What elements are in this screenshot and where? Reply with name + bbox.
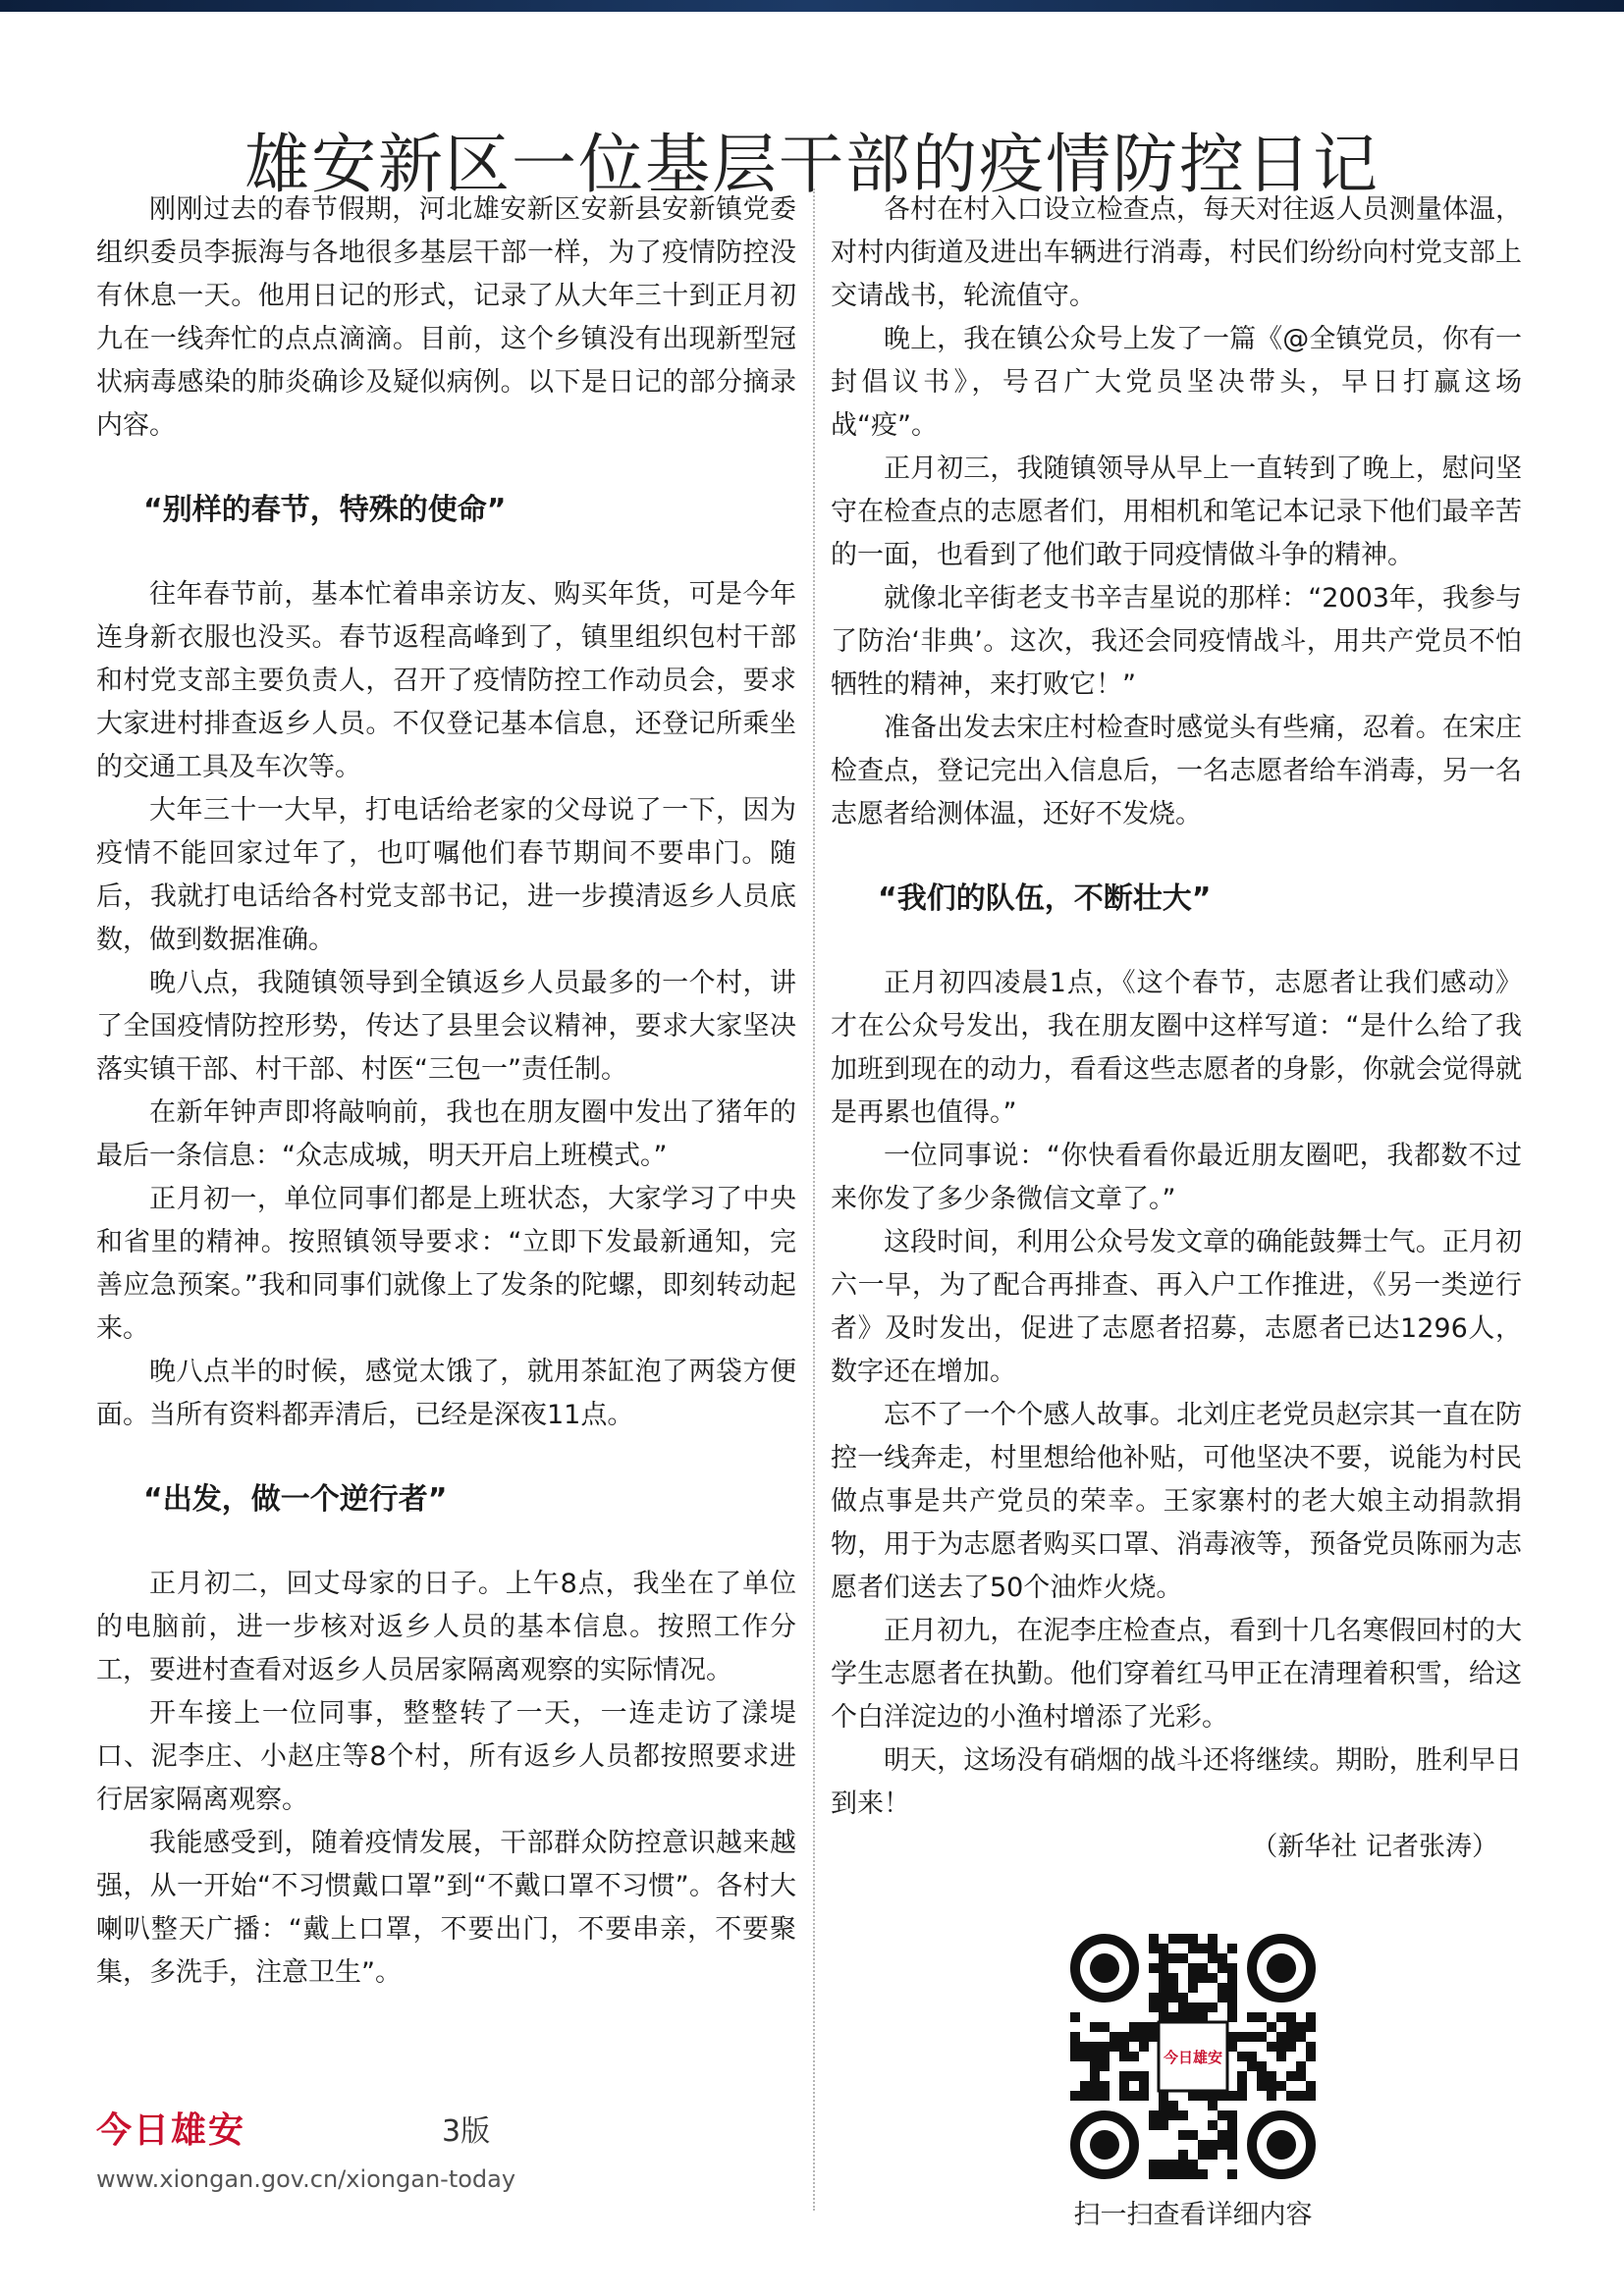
qr-module [1306,2081,1316,2091]
qr-module [1070,2052,1080,2061]
qr-module [1286,2042,1296,2052]
qr-caption: 扫一扫查看详细内容 [1073,2200,1313,2230]
qr-module [1198,2169,1208,2179]
qr-module [1119,2081,1129,2091]
qr-module [1149,2110,1159,2120]
qr-module [1208,1973,1218,1983]
qr-module [1070,2012,1080,2022]
qr-module [1139,2091,1149,2101]
qr-module [1257,2071,1267,2081]
qr-module [1188,2160,1198,2169]
qr-module [1227,1993,1237,2002]
paragraph: 准备出发去宋庄村检查时感觉头有些痛，忍着。在宋庄检查点，登记完出入信息后，一名志愿者给车消毒，另一名志愿者给测体温，还好不发烧。 [831,713,1522,829]
qr-module [1149,2120,1159,2130]
qr-module [1110,2042,1119,2052]
qr-module [1286,2022,1296,2032]
qr-module [1159,1963,1168,1973]
qr-module [1198,2140,1208,2150]
paragraph: 晚八点半的时候，感觉太饿了，就用茶缸泡了两袋方便面。当所有资料都弄清后，已经是深夜11点。 [96,1357,796,1430]
qr-module [1208,2140,1218,2150]
qr-module [1257,2032,1267,2042]
qr-module [1159,1944,1168,1953]
qr-module [1227,2150,1237,2160]
qr-module [1080,2081,1090,2091]
article-title: 雄安新区一位基层干部的疫情防控日记 [244,127,1380,203]
qr-module [1267,2081,1276,2091]
paragraph: 明天，这场没有硝烟的战斗还将继续。期盼，胜利早日到来！ [831,1745,1522,1819]
qr-module [1208,1934,1218,1944]
qr-module [1080,2091,1090,2101]
qr-module [1100,2091,1110,2101]
paragraph: 正月初九，在泥李庄检查点，看到十几名寒假回村的大学生志愿者在执勤。他们穿着红马甲正在清理着积雪，给这个白洋淀边的小渔村增添了光彩。 [831,1616,1522,1733]
qr-module [1286,2071,1296,2081]
qr-module [1168,2160,1178,2169]
qr-module [1247,2012,1257,2022]
qr-module [1208,2120,1218,2130]
paragraph: 一位同事说：“你快看看你最近朋友圈吧，我都数不过来你发了多少条微信文章了。” [831,1141,1522,1214]
qr-code[interactable] [1070,1934,1316,2179]
qr-module [1178,1953,1188,1963]
qr-module [1178,2110,1188,2120]
qr-module [1149,2002,1159,2012]
qr-module [1218,2140,1227,2150]
qr-module [1178,2169,1188,2179]
qr-module [1306,2022,1316,2032]
qr-module [1296,2022,1306,2032]
qr-module [1139,2071,1149,2081]
qr-module [1247,2061,1257,2071]
qr-module [1276,2032,1286,2042]
qr-module [1267,2042,1276,2052]
qr-module [1149,1934,1159,1944]
qr-module [1100,2022,1110,2032]
qr-module [1080,2052,1090,2061]
qr-module [1296,2071,1306,2081]
qr-module [1227,2140,1237,2150]
qr-module [1149,1944,1159,1953]
section-heading: “别样的春节，特殊的使命” [143,493,507,527]
qr-module [1178,1993,1188,2002]
paragraph: 这段时间，利用公众号发文章的确能鼓舞士气。正月初六一早，为了配合再排查、再入户工作推进，《另一类逆行者》及时发出，促进了志愿者招募，志愿者已达1296人，数字还在增加。 [831,1227,1522,1387]
qr-module [1276,2042,1286,2052]
qr-module [1129,2032,1139,2042]
paragraph: 大年三十一大早，打电话给老家的父母说了一下，因为疫情不能回家过年了，也叮嘱他们春节期间不要串门。随后，我就打电话给各村党支部书记，进一步摸清返乡人员底数，做到数据准确。 [96,795,796,955]
paragraph: 晚八点，我随镇领导到全镇返乡人员最多的一个村，讲了全国疫情防控形势，传达了县里会议精神，要求大家坚决落实镇干部、村干部、村医“三包一”责任制。 [96,968,796,1085]
qr-module [1110,2032,1119,2042]
qr-module [1218,2110,1227,2120]
qr-module [1149,2160,1159,2169]
qr-module [1198,1963,1208,1973]
top-banner-bar [0,0,1624,12]
qr-module [1237,2091,1247,2101]
qr-module [1178,2150,1188,2160]
qr-module [1276,2081,1286,2091]
qr-module [1090,2081,1100,2091]
qr-module [1286,2032,1296,2042]
qr-module [1306,2091,1316,2101]
qr-module [1139,2032,1149,2042]
qr-module [1139,2042,1149,2052]
qr-module [1188,1934,1198,1944]
qr-module [1159,1953,1168,1963]
qr-module [1227,2130,1237,2140]
qr-code-graphic [1070,1934,1316,2179]
qr-module [1276,2052,1286,2061]
footer-url[interactable]: www.xiongan.gov.cn/xiongan-today [96,2165,516,2193]
qr-center-logo: 今日雄安 [1163,2049,1223,2066]
qr-module [1188,2169,1198,2179]
qr-module [1100,2081,1110,2091]
paragraph: 正月初二，回丈母家的日子。上午8点，我坐在了单位的电脑前，进一步核对返乡人员的基本信息。按照工作分工，要进村查看对返乡人员居家隔离观察的实际情况。 [96,1569,796,1685]
column-divider [813,188,815,2211]
qr-module [1227,2002,1237,2012]
qr-module [1090,2052,1100,2061]
qr-module [1129,2052,1139,2061]
qr-module [1090,2091,1100,2101]
qr-module [1218,1963,1227,1973]
qr-module [1168,1953,1178,1963]
qr-module [1286,2091,1296,2101]
qr-module [1227,2169,1237,2179]
qr-module [1257,2081,1267,2091]
qr-module [1296,2061,1306,2071]
publication-logo: 今日雄安 [96,2109,246,2151]
qr-module [1188,1944,1198,1953]
qr-module [1119,2091,1129,2101]
qr-module [1237,2052,1247,2061]
qr-module [1306,2042,1316,2052]
qr-module [1119,2071,1129,2081]
qr-module [1208,2002,1218,2012]
qr-module [1159,1973,1168,1983]
qr-module [1139,2022,1149,2032]
qr-module [1100,2042,1110,2052]
qr-module [1227,1944,1237,1953]
qr-module [1257,2012,1267,2022]
qr-module [1119,2042,1129,2052]
qr-module [1296,2091,1306,2101]
qr-module [1159,1983,1168,1993]
qr-module [1129,2071,1139,2081]
paragraph: 往年春节前，基本忙着串亲访友、购买年货，可是今年连身新衣服也没买。春节返程高峰到了，镇里组织包村干部和村党支部主要负责人，召开了疫情防控工作动员会，要求大家进村排查返乡人员。不仅登记基本信息，还登记所乘坐的交通工具及车次等。 [96,579,796,782]
qr-module [1286,2012,1296,2022]
qr-module [1198,2002,1208,2012]
paragraph: 晚上，我在镇公众号上发了一篇《@全镇党员，你有一封倡议书》，号召广大党员坚决带头，早日打赢这场战“疫”。 [831,324,1522,441]
qr-module [1070,2042,1080,2052]
qr-module [1090,2071,1100,2081]
qr-module [1237,2032,1247,2042]
byline-credit: （新华社 记者张涛） [1251,1832,1498,1862]
paragraph: 正月初四凌晨1点，《这个春节，志愿者让我们感动》才在公众号发出，我在朋友圈中这样写道：“是什么给了我加班到现在的动力，看看这些志愿者的身影，你就会觉得就是再累也值得。” [831,968,1522,1128]
qr-module [1227,2120,1237,2130]
qr-module [1267,2071,1276,2081]
qr-module [1168,2101,1178,2110]
qr-module [1188,1973,1198,1983]
qr-module [1178,2002,1188,2012]
qr-module [1178,1934,1188,1944]
qr-module [1267,2091,1276,2101]
qr-module [1070,2032,1080,2042]
qr-module [1198,1944,1208,1953]
qr-module [1208,2101,1218,2110]
qr-module [1090,2022,1100,2032]
qr-module [1139,2081,1149,2091]
qr-module [1208,1944,1218,1953]
qr-module [1188,1963,1198,1973]
qr-module [1159,2120,1168,2130]
qr-module [1198,2150,1208,2160]
qr-module [1159,2160,1168,2169]
qr-module [1237,2081,1247,2091]
qr-module [1267,2022,1276,2032]
qr-module [1129,2022,1139,2032]
paragraph: 就像北辛街老支书辛吉星说的那样：“2003年，我参与了防治‘非典’。这次，我还会同疫情战斗，用共产党员不怕牺牲的精神，来打败它！” [831,583,1522,700]
qr-module [1159,2101,1168,2110]
qr-module [1227,1973,1237,1983]
paragraph: 正月初一，单位同事们都是上班状态，大家学习了中央和省里的精神。按照镇领导要求：“立即下发最新通知，完善应急预案。”我和同事们就像上了发条的陀螺，即刻转动起来。 [96,1184,796,1344]
qr-module [1168,1973,1178,1983]
qr-module [1119,2032,1129,2042]
section-heading: “我们的队伍，不断壮大” [878,881,1212,916]
qr-module [1090,2042,1100,2052]
paragraph: 刚刚过去的春节假期，河北雄安新区安新县安新镇党委组织委员李振海与各地很多基层干部一样，为了疫情防控没有休息一天。他用日记的形式，记录了从大年三十到正月初九在一线奔忙的点点滴滴。目前，这个乡镇没有出现新型冠状病毒感染的肺炎确诊及疑似病例。以下是日记的部分摘录内容。 [96,194,796,441]
qr-module [1168,1934,1178,1944]
paragraph: 各村在村入口设立检查点，每天对往返人员测量体温，对村内街道及进出车辆进行消毒，村民们纷纷向村党支部上交请战书，轮流值守。 [831,194,1522,311]
qr-module [1227,1963,1237,1973]
qr-module [1306,2052,1316,2061]
qr-module [1218,1983,1227,1993]
paragraph: 忘不了一个个感人故事。北刘庄老党员赵宗其一直在防控一线奔走，村里想给他补贴，可他坚决不要，说能为村民做点事是共产党员的荣幸。王家寨村的老大娘主动捐款捐物，用于为志愿者购买口罩、消毒液等，预备党员陈丽为志愿者们送去了50个油炸火烧。 [831,1400,1522,1603]
qr-module [1227,2110,1237,2120]
qr-module [1188,2002,1198,2012]
qr-module [1129,2091,1139,2101]
qr-module [1168,1983,1178,1993]
right-column [831,188,1522,1869]
page-number: 3版 [442,2114,491,2149]
qr-module [1188,2130,1198,2140]
qr-module [1227,1983,1237,1993]
qr-module [1159,1993,1168,2002]
qr-module [1090,2061,1100,2071]
qr-module [1247,2032,1257,2042]
paragraph: 在新年钟声即将敲响前，我也在朋友圈中发出了猪年的最后一条信息：“众志成城，明天开启上班模式。” [96,1097,796,1171]
left-column [96,188,796,1995]
qr-module [1218,2130,1227,2140]
qr-module [1168,2110,1178,2120]
qr-module [1168,2169,1178,2179]
qr-module [1149,2169,1159,2179]
qr-module [1100,2052,1110,2061]
qr-module [1276,2012,1286,2022]
qr-module [1178,2160,1188,2169]
qr-module [1237,2071,1247,2081]
paragraph: 我能感受到，随着疫情发展，干部群众防控意识越来越强，从一开始“不习惯戴口罩”到“不戴口罩不习惯”。各村大喇叭整天广播：“戴上口罩，不要出门，不要串亲，不要聚集，多洗手，注意卫生”。 [96,1828,796,1988]
qr-module [1257,2061,1267,2071]
qr-module [1159,2110,1168,2120]
qr-module [1070,2091,1080,2101]
qr-module [1168,1993,1178,2002]
section-heading: “出发，做一个逆行者” [143,1482,448,1517]
qr-module [1296,2032,1306,2042]
paragraph: 开车接上一位同事，整整转了一天，一连走访了漾堤口、泥李庄、小赵庄等8个村，所有返乡人员都按照要求进行居家隔离观察。 [96,1698,796,1815]
qr-module [1208,1953,1218,1963]
qr-module [1100,2061,1110,2071]
qr-module [1208,2150,1218,2160]
qr-module [1178,2130,1188,2140]
qr-module [1218,1953,1227,1963]
qr-module [1119,2052,1129,2061]
qr-module [1218,1993,1227,2002]
qr-module [1149,1963,1159,1973]
qr-module [1159,2169,1168,2179]
qr-module [1247,2052,1257,2061]
qr-module [1198,1973,1208,1983]
qr-module [1306,2012,1316,2022]
qr-module [1159,2002,1168,2012]
qr-module [1080,2042,1090,2052]
paragraph: 正月初三，我随镇领导从早上一直转到了晚上，慰问坚守在检查点的志愿者们，用相机和笔记本记录下他们最辛苦的一面，也看到了他们敢于同疫情做斗争的精神。 [831,454,1522,570]
qr-module [1188,1983,1198,1993]
qr-module [1149,1993,1159,2002]
